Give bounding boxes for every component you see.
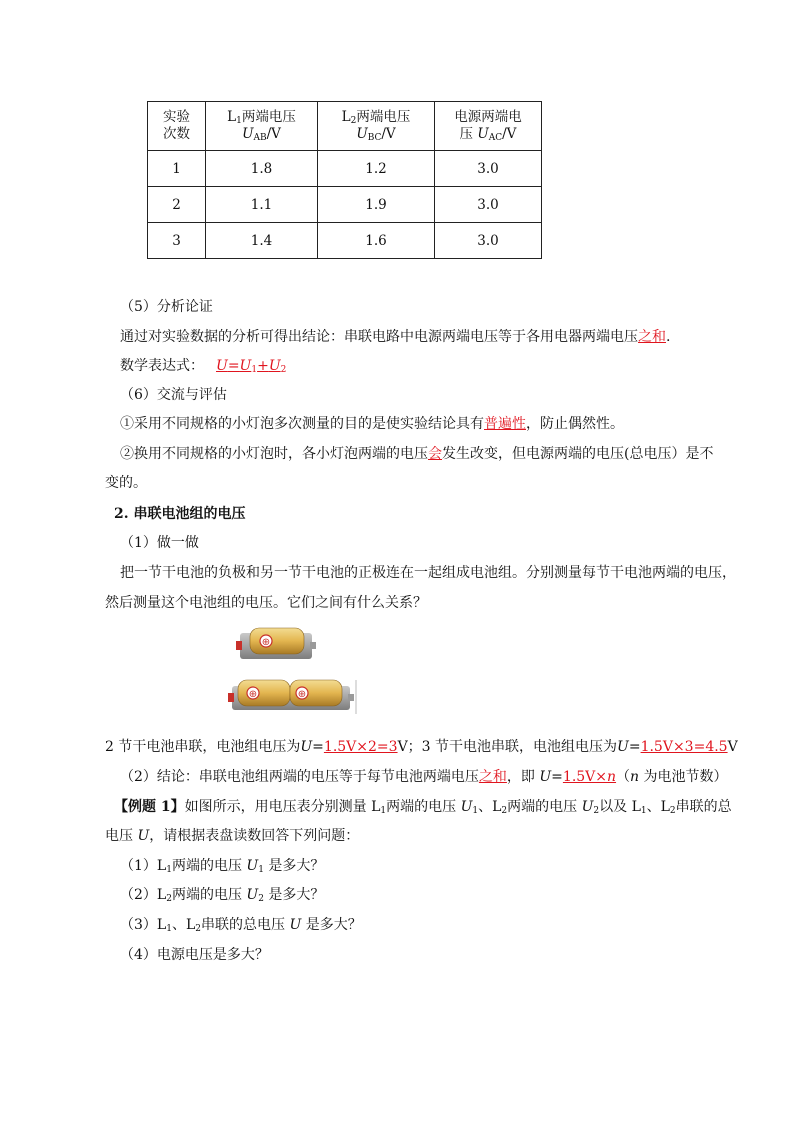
text: 两端的电压 [507,799,578,815]
table-header-row [148,102,542,151]
table-cell: 3.0 [435,151,542,187]
text: 如图所示，用电压表分别测量 L [184,799,381,815]
header-text: 电源两端电 [454,109,522,125]
sym: U [581,799,594,815]
table-cell: 2 [148,187,206,223]
header-sub: 1 [236,116,242,126]
sym: U [239,358,252,374]
header-text [206,126,317,143]
header-text [206,109,317,126]
section-heading: （1）做一做 [120,535,199,551]
plus-sign: ⊕ [248,689,258,700]
text: （2）L [120,887,167,903]
battery-illustration [222,624,358,716]
question [120,855,324,875]
header-text: 两端电压 [241,109,296,125]
sub: 2 [280,365,287,375]
conclusion-text [120,326,670,346]
answer-blank: 1.5V×2=3 [323,739,398,755]
table-cell: 1.8 [206,151,318,187]
answer-blank: 1.5V×3=4.5 [640,739,728,755]
header-text [318,126,434,143]
header-unit: /V [266,126,281,142]
header-sub: 2 [350,116,357,126]
text: 串联的总电压 [200,917,285,933]
table-cell: 1.1 [206,187,318,223]
text: 两端的电压 [171,887,242,903]
experiment-table [147,101,542,259]
sub: 2 [258,894,264,904]
question [120,884,324,904]
sym: U [268,358,281,374]
battery-cell [250,628,304,654]
header-trial [148,102,206,151]
header-sub: AB [253,133,267,143]
header-text: L [341,109,351,125]
table-row [148,151,542,187]
single-battery [236,628,316,659]
answer-blank [563,769,616,785]
text: 、L [171,917,196,933]
sub: 2 [166,894,172,904]
table-row [148,223,542,259]
text: V；3 节干电池串联，电池组电压为 [397,739,618,755]
text: 串联的总 [675,799,732,815]
plus-sign: ⊕ [297,689,307,700]
example-line [114,796,732,816]
sym: U [246,887,259,903]
sub: 2 [501,806,508,816]
text: 发生改变，但电源两端的电压(总电压）是不 [442,446,714,462]
conclusion-line [120,766,728,786]
sym: = [312,739,324,755]
plus-sign: ⊕ [261,637,271,648]
example-tag: 【例题 1】 [114,799,185,815]
sub: 2 [669,806,676,816]
paragraph [120,443,713,463]
answer-blank: 之和 [638,329,666,345]
header-text: 压 [459,126,478,142]
battery-terminal [310,642,316,649]
sub: 1 [251,365,258,375]
example-line [105,825,359,845]
section-heading: （5）分析论证 [120,299,213,315]
sym: = [551,769,563,785]
header-text: L [227,109,237,125]
header-unit: /V [381,126,396,142]
header-l2-voltage [318,102,435,151]
sub: 2 [593,806,600,816]
header-source-voltage [435,102,542,151]
text: （3）L [120,917,167,933]
header-unit: /V [502,126,517,142]
table-row [148,187,542,223]
text: （1）L [120,858,167,874]
text: （2）结论：串联电池组两端的电压等于每节电池两端电压 [120,769,479,785]
text: 为电池节数） [643,769,728,785]
text: 通过对实验数据的分析可得出结论：串联电路中电源两端电压等于各用电器两端电压 [120,329,638,345]
paragraph: 把一节干电池的负极和另一节干电池的正极连在一起组成电池组。分别测量每节干电池两端的电压， [120,565,736,581]
sym: U [216,358,228,374]
sym: U [246,858,259,874]
text: 是多大？ [305,917,362,933]
sym: U [300,739,313,755]
result-line [105,736,738,756]
sym: U [617,739,629,755]
section-title: 2. 串联电池组的电压 [114,506,246,522]
table-cell: 1.4 [206,223,318,259]
text: 1.5V× [562,769,608,785]
sub: 1 [258,865,264,875]
header-l1-voltage [206,102,318,151]
question: （4）电源电压是多大？ [120,947,269,963]
double-battery [228,680,354,710]
battery-cell [238,680,290,706]
text: （ [616,769,631,785]
sub: 1 [472,806,479,816]
header-text [318,109,434,126]
text: 是多大？ [268,858,325,874]
text: ，防止偶然性。 [526,416,624,432]
text: 两端的电压 [386,799,457,815]
table-cell: 3.0 [435,223,542,259]
text: ，请根据表盘读数回答下列问题： [149,828,360,844]
text: 两端的电压 [171,858,242,874]
text: ，即 [506,769,535,785]
battery-terminal-red [228,693,234,702]
sub: 1 [380,806,387,816]
paragraph [120,413,624,433]
table-cell: 1.2 [318,151,435,187]
table-cell: 3 [148,223,206,259]
sym: + [257,358,269,374]
header-text [435,126,541,143]
text: V [727,739,738,755]
header-text: 次数 [163,126,190,142]
header-text: 实验 [163,109,190,125]
text: 是多大？ [268,887,325,903]
battery-terminal [348,694,354,701]
header-sub: BC [367,133,382,143]
table-cell: 1.9 [318,187,435,223]
table-cell: 3.0 [435,187,542,223]
formula-answer [204,358,286,374]
answer-blank: 会 [428,446,442,462]
text: 、L [646,799,670,815]
header-text: 两端电压 [356,109,411,125]
text: 2 节干电池串联，电池组电压为 [105,739,301,755]
paragraph-cont: 变的。 [105,475,147,491]
sub: 2 [195,924,201,934]
text: 电压 [105,828,133,844]
sub: 1 [166,865,172,875]
answer-blank: 普遍性 [484,416,526,432]
battery-terminal-red [236,641,242,650]
paragraph-cont: 然后测量这个电池组的电压。它们之间有什么关系？ [105,595,427,611]
header-sub: AC [488,133,503,143]
text: 、L [478,799,502,815]
sub: 1 [640,806,647,816]
sub: 1 [166,924,172,934]
table-cell: 1 [148,151,206,187]
sym: = [227,358,240,374]
question [120,914,362,934]
sym: = [628,739,641,755]
sym: n [607,769,617,785]
sym: U [539,769,552,785]
sym: U [137,828,150,844]
table-cell: 1.6 [318,223,435,259]
header-sym: U [356,126,368,142]
text: ②换用不同规格的小灯泡时，各小灯泡两端的电压 [120,446,428,462]
text: ①采用不同规格的小灯泡多次测量的目的是使实验结论具有 [120,416,484,432]
sym: U [289,917,302,933]
section-heading: （6）交流与评估 [120,387,227,403]
sym: U [460,799,473,815]
header-sym: U [242,126,254,142]
text: 数学表达式： [120,358,204,374]
sym: n [630,769,640,785]
text: 以及 L [599,799,641,815]
answer-blank: 之和 [478,769,507,785]
text: . [666,329,671,345]
header-sym: U [477,126,489,142]
formula-line [120,355,286,375]
